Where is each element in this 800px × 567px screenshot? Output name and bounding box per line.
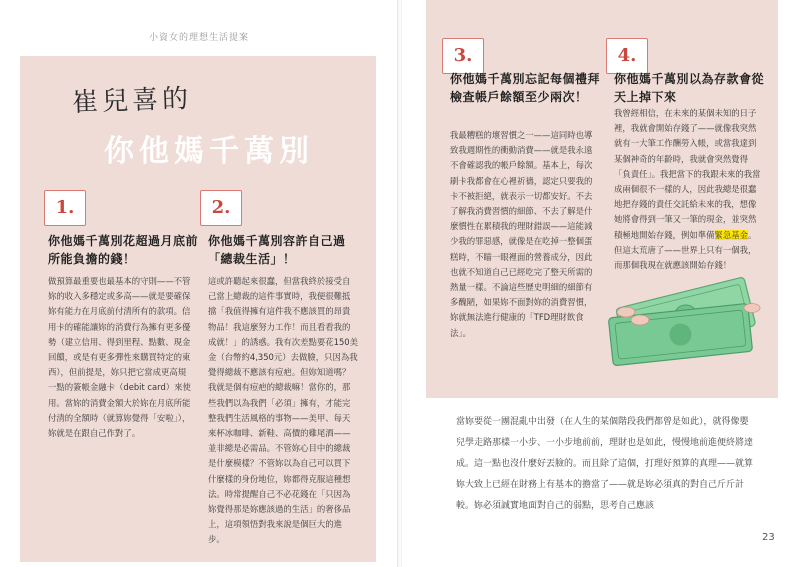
item-heading-3: 你他媽千萬別忘記每個禮拜檢查帳戶餘額至少兩次！ xyxy=(450,72,601,104)
page-number: 23 xyxy=(762,532,775,543)
title-handwritten: 崔兒喜的 xyxy=(71,83,193,119)
running-head: 小資女的理想生活提案 xyxy=(148,33,249,43)
highlighted-term: 緊急基金 xyxy=(714,229,748,240)
item-number-4: 4. xyxy=(606,38,648,74)
item-heading-1: 你他媽千萬別花超過月底前所能負擔的錢！ xyxy=(48,234,199,266)
item-body-4: 我曾經相信，在未來的某個未知的日子裡，我就會開始存錢了——就像我突然就有一大筆工作酬勞入帳，或當我達到某個神奇的年齡時，我就會突然覺得「負責任」。我把當下的我跟未來的我當成兩個很不一樣的人，因此我總是很蠢地把存錢的責任交託給未來的我，想像她將會得到一筆又一筆的現金，並突然積極地開始存錢，例如準備緊急基金。但這太荒唐了——世界上只有一個我，而那個我現在就應該開始存錢！ xyxy=(614,108,761,271)
item-body-2: 這或許聽起來很蠢，但當我終於接受自己當上總裁的這件事實時，我便很難抵擋「我值得擁有這件我不應該買的昂貴物品！我這麼努力工作！而且看看我的成就！」的誘惑。我有次差點要花150美金（台幣約4,350元）去做臉，只因為我覺得總裁不應該有痘疤。但妳知道嗎？我就是個有痘疤的總裁嘛！當你的，那些我們以為我們「必須」擁有，才能完整我們生活風格的事物——美甲、每天來杯冰咖啡、新鞋、高價的雞尾酒——並非總是必需品。不管妳心目中的總裁是什麼模樣？不管妳以為自己可以買下什麼樣的身份地位，妳都得克服這種想法。時常提醒自己不必花錢在「只因為妳覺得那是妳應該過的生活」的奢侈品上，這項領悟對我來說是個巨大的進步。 xyxy=(208,276,358,545)
money-illustration xyxy=(602,270,770,366)
item-number-3: 3. xyxy=(442,38,484,74)
item-body-3: 我最糟糕的壞習慣之一——這同時也導致我週期性的衝動消費——就是我永遠不會確認我的帳戶餘額。基本上，每次刷卡我都會在心裡祈禱，認定只要我的卡不被拒絕，就表示一切都安好。不去了解我消費習慣的細節、不去了解是什麼慣性在累積我的理財錯誤——這能減少我的罪惡感，就像是在吃掉一整個蛋糕時，不瞄一眼裡面的營養成分，因此也就不知道自己已經吃完了整天所需的熱量一樣。不論這些歷史明細的細節有多醜陋，如果妳不面對妳的消費習慣，妳就無法進行健康的「TFD理財飲食法」。 xyxy=(450,130,593,338)
body-paragraph: 當妳要從一團混亂中出發（在人生的某個階段我們都曾是如此），就得像嬰兒學走路那樣一小步、一小步地前前，理財也是如此，慢慢地前進便終將達成。這一點也沒什麼好丟臉的。而且除了這個，打理好預算的真理——就算妳大致上已經在財務上有基本的擔當了——就是妳必須真的對自己斤斤計較。妳必須誠實地面對自己的弱點，思考自己應該 xyxy=(456,417,754,511)
item-heading-2: 你他媽千萬別容許自己過「總裁生活」！ xyxy=(208,234,346,266)
left-page xyxy=(0,0,398,567)
title-main: 你他媽千萬別 xyxy=(104,134,314,169)
item-number-2: 2. xyxy=(200,190,242,226)
item-body-1: 做預算最重要也最基本的守則——不管妳的收入多穩定或多高——就是要確保妳有能力在月底前付清所有的款項。信用卡的確能讓妳的消費行為擁有更多優勢（建立信用、得到里程、點數、現金回饋，或是有更多彈性來購買特定的東西），但前提是，妳只把它當成更高規一點的簽帳金融卡（debit card）來使用。當妳的消費金額大於妳在月底所能付清的全額時（就算妳覺得「安啦」），妳就是在跟自己作對了。 xyxy=(48,276,191,439)
right-page xyxy=(402,0,800,567)
item-number-1: 1. xyxy=(44,190,86,226)
item-heading-4: 你他媽千萬別以為存款會從天上掉下來 xyxy=(614,72,765,104)
